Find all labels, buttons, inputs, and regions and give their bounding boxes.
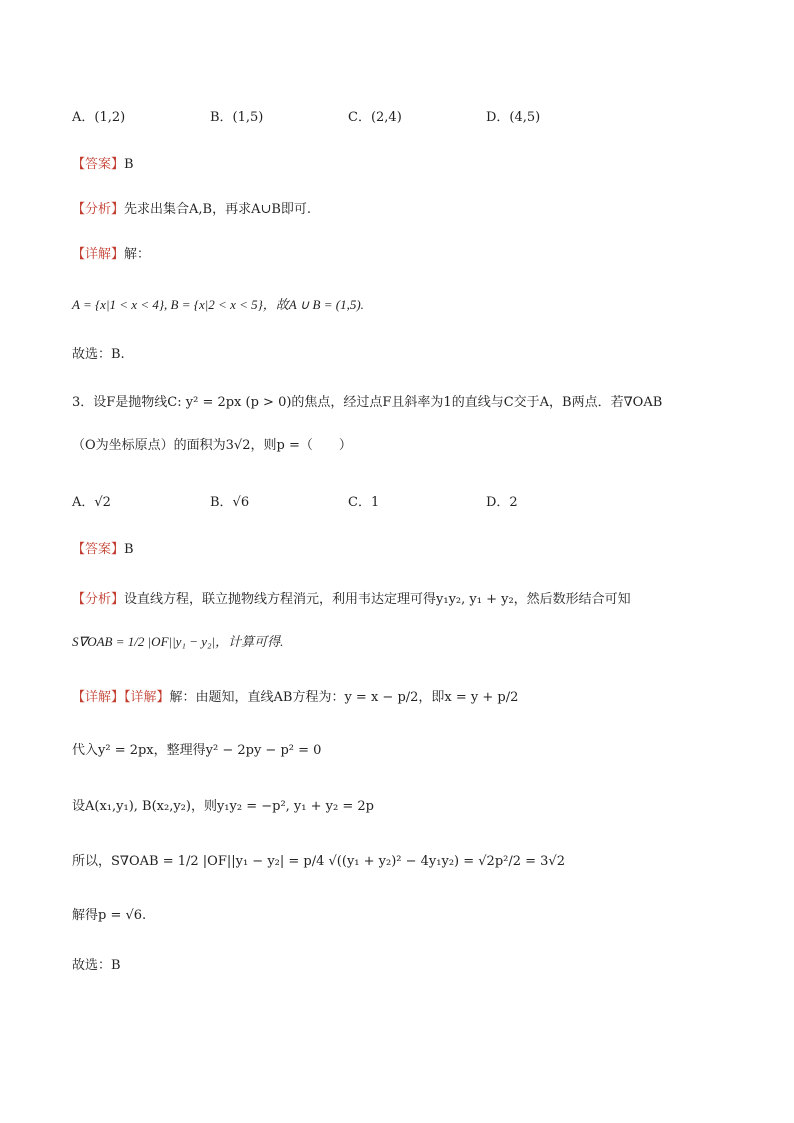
q3-option-a: A．√2 xyxy=(72,495,111,510)
q2-choice-line: 故选：B. xyxy=(72,347,125,362)
q3-let-line: 设A(x₁,y₁), B(x₂,y₂)，则y₁y₂ = −p², y₁ + y₂ = 2p xyxy=(72,799,374,814)
q3-analysis-line xyxy=(72,590,631,610)
analysis-text: 先求出集合A,B，再求A∪B即可. xyxy=(124,202,312,217)
detail-tag: 【详解】【详解】 xyxy=(72,690,170,705)
q3-substitute-line: 代入y² = 2px，整理得y² − 2py − p² = 0 xyxy=(72,743,322,758)
q2-option-a: A．(1,2) xyxy=(72,110,126,125)
detail-text: 解：由题知，直线AB方程为：y = x − p/2，即x = y + p/2 xyxy=(169,690,519,705)
q2-option-b: B．(1,5) xyxy=(210,110,264,125)
answer-text: B xyxy=(124,157,134,172)
q3-option-d: D．2 xyxy=(486,495,518,510)
q3-detail-line xyxy=(72,688,518,708)
q3-analysis-formula: S∇OAB = 1/2 |OF||y₁ − y₂|，计算可得. xyxy=(72,634,284,649)
q3-answer-line xyxy=(72,540,134,560)
detail-tag: 【详解】 xyxy=(72,247,125,262)
q3-solve-line: 解得p = √6. xyxy=(72,908,147,923)
q3-choice-line: 故选：B xyxy=(72,958,121,973)
q3-so-line: 所以，S∇OAB = 1/2 |OF||y₁ − y₂| = p/4 √((y₁ + y₂)² − 4y₁y₂) = √2p²/2 = 3√2 xyxy=(72,854,565,869)
answer-text: B xyxy=(124,542,134,557)
q2-option-d: D．(4,5) xyxy=(486,110,541,125)
q3-option-b: B．√6 xyxy=(210,495,250,510)
q2-detail-line xyxy=(72,245,150,265)
analysis-tag: 【分析】 xyxy=(72,202,125,217)
analysis-tag: 【分析】 xyxy=(72,592,125,607)
analysis-text: 设直线方程，联立抛物线方程消元，利用韦达定理可得y₁y₂, y₁ + y₂，然后数形结合可知 xyxy=(124,592,631,607)
q3-stem-line1: 3．设F是抛物线C: y² = 2px (p > 0)的焦点，经过点F且斜率为1的直线与C交于A，B两点．若∇OAB xyxy=(72,395,663,410)
answer-tag: 【答案】 xyxy=(72,157,125,172)
q2-analysis-line xyxy=(72,200,311,220)
answer-tag: 【答案】 xyxy=(72,542,125,557)
q3-stem-line2: （O为坐标原点）的面积为3√2，则p =（ ） xyxy=(72,438,352,453)
detail-text: 解： xyxy=(124,247,151,262)
q3-option-c: C．1 xyxy=(348,495,380,510)
q2-sets-line: A = {x|1 < x < 4}, B = {x|2 < x < 5}，故A ∪ B = (1,5). xyxy=(72,297,364,312)
q2-option-c: C．(2,4) xyxy=(348,110,402,125)
q2-answer-line xyxy=(72,155,134,175)
